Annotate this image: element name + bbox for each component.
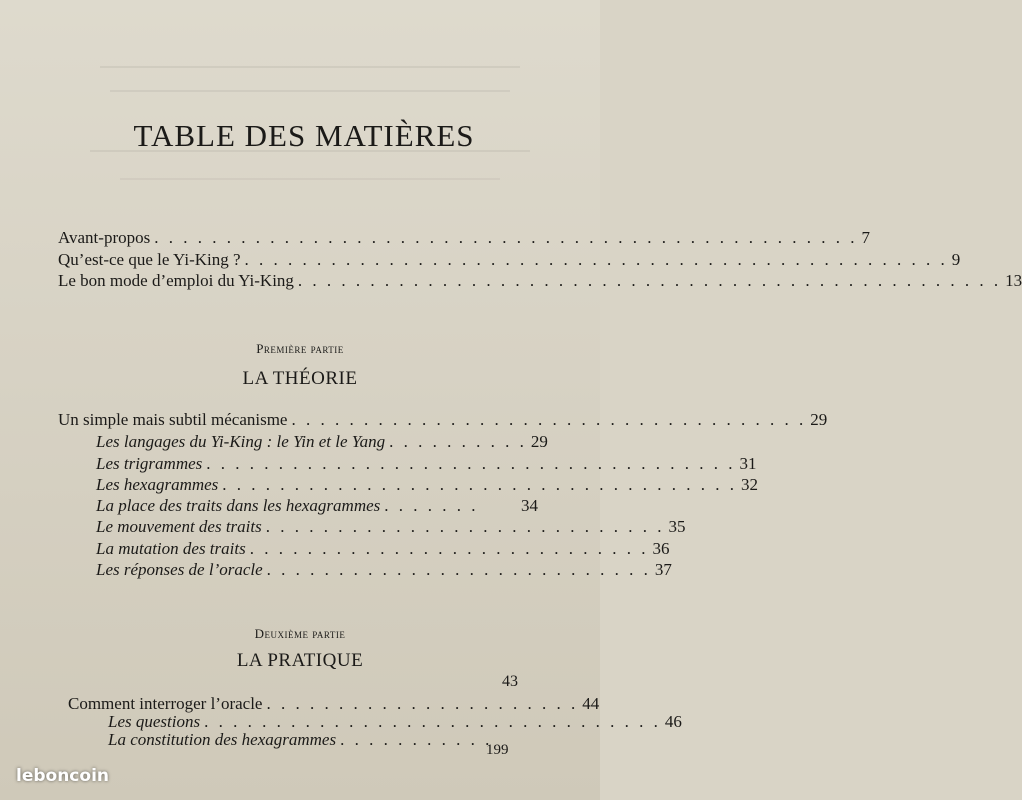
toc-entry-place-traits — [96, 496, 538, 516]
toc-entry-page: 46 — [664, 712, 682, 731]
toc-entry-label: Les hexagrammes — [96, 475, 219, 494]
toc-entry-page: 13 — [1005, 271, 1022, 290]
toc-entry-qu-est-ce — [58, 250, 961, 270]
dot-leader: . . . . . . . . . . — [389, 432, 527, 451]
part-one-label: Première partie — [256, 341, 344, 356]
toc-entry-trigrammes — [96, 454, 757, 474]
toc-entry-label: Qu’est-ce que le Yi-King ? — [58, 250, 241, 269]
toc-entry-page: 36 — [652, 539, 670, 558]
toc-entry-interroger-oracle — [68, 694, 600, 714]
dot-leader: . . . . . . . . . . . . . . . . . . . . . . . . . . . . . . . . — [204, 712, 661, 731]
toc-entry-page: 29 — [530, 432, 548, 451]
dot-leader: . . . . . . . . . . . . . . . . . . . . . . — [266, 694, 579, 713]
dot-leader: . . . . . . . . . . . . . . . . . . . . . . . . . . . . . . . . . . . . — [291, 410, 807, 429]
dot-leader: . . . . . . . . . . . . . . . . . . . . . . . . . . . . . . . . . . . . — [222, 475, 738, 494]
toc-entry-avant-propos — [58, 228, 870, 248]
toc-entry-label: Les questions — [108, 712, 201, 731]
part-two-title: LA PRATIQUE — [236, 650, 364, 671]
dot-leader: . . . . . . . . . . . . . . . . . . . . . . . . . . . — [266, 560, 651, 579]
toc-entry-page: 32 — [741, 475, 759, 494]
toc-entry-mecanisme — [58, 410, 828, 430]
toc-entry-page: 9 — [951, 250, 961, 269]
toc-entry-langages — [96, 432, 548, 452]
toc-entry-label: Un simple mais subtil mécanisme — [58, 410, 288, 429]
toc-entry-page: 34 — [521, 496, 538, 515]
toc-entry-page: 37 — [654, 560, 672, 579]
toc-entry-label: Le bon mode d’emploi du Yi-King — [58, 271, 294, 290]
toc-entry-mode-emploi — [58, 271, 1022, 291]
toc-entry-label: Le mouvement des traits — [96, 517, 262, 536]
toc-entry-reponses-oracle — [96, 560, 672, 580]
toc-entry-label: La constitution des hexagrammes — [108, 730, 337, 749]
toc-entry-label: Les langages du Yi-King : le Yin et le Yang — [96, 432, 386, 451]
toc-entry-constitution-hexagrammes — [108, 730, 493, 750]
page-title: TABLE DES MATIÈRES — [133, 118, 475, 153]
toc-entry-label: Les réponses de l’oracle — [96, 560, 263, 579]
dot-leader: . . . . . . . . . . . . . . . . . . . . . . . . . . . . . . . . . . . . . . . . . . . . . . . . . — [154, 228, 858, 247]
page-number: 199 — [486, 742, 509, 758]
toc-entry-label: Avant-propos — [58, 228, 151, 247]
toc-entry-label: Les trigrammes — [96, 454, 203, 473]
toc-entry-label: La place des traits dans les hexagrammes — [96, 496, 381, 515]
toc-entry-questions — [108, 712, 682, 732]
leboncoin-watermark: leboncoin — [16, 766, 109, 786]
toc-entry-page: 7 — [861, 228, 870, 247]
toc-entry-page: 44 — [582, 694, 600, 713]
toc-entry-hexagrammes — [96, 475, 759, 495]
toc-entry-mutation-traits — [96, 539, 670, 559]
part-one-title: LA THÉORIE — [242, 368, 358, 389]
toc-entry-page: 35 — [668, 517, 686, 536]
toc-entry-label: La mutation des traits — [96, 539, 246, 558]
dot-leader: . . . . . . . . . . . . . . . . . . . . . . . . . . . . . . . . . . . . . — [206, 454, 736, 473]
toc-page-number-43: 43 — [502, 673, 518, 690]
show-through-text — [0, 0, 600, 220]
dot-leader: . . . . . . . . . . . . . . . . . . . . . . . . . . . . . . . . . . . . . . . . . . . . . . . . . — [244, 250, 948, 269]
toc-entry-mouvement-traits — [96, 517, 686, 537]
part-two-label: Deuxième partie — [254, 626, 346, 641]
dot-leader: . . . . . . . . . . . . . . . . . . . . . . . . . . . . . . . . . . . . . . . . . . . . . . . . . — [297, 271, 1002, 290]
dot-leader: . . . . . . . . . . . — [340, 730, 493, 749]
toc-entry-label: Comment interroger l’oracle — [68, 694, 263, 713]
dot-leader: . . . . . . . . . . . . . . . . . . . . . . . . . . . . — [249, 539, 649, 558]
toc-entry-page: 31 — [739, 454, 757, 473]
dot-leader: . . . . . . . . . . . . . . . . . . . . . . . . . . . . — [265, 517, 665, 536]
toc-entry-page: 29 — [810, 410, 828, 429]
dot-leader: . . . . . . . — [384, 496, 479, 515]
